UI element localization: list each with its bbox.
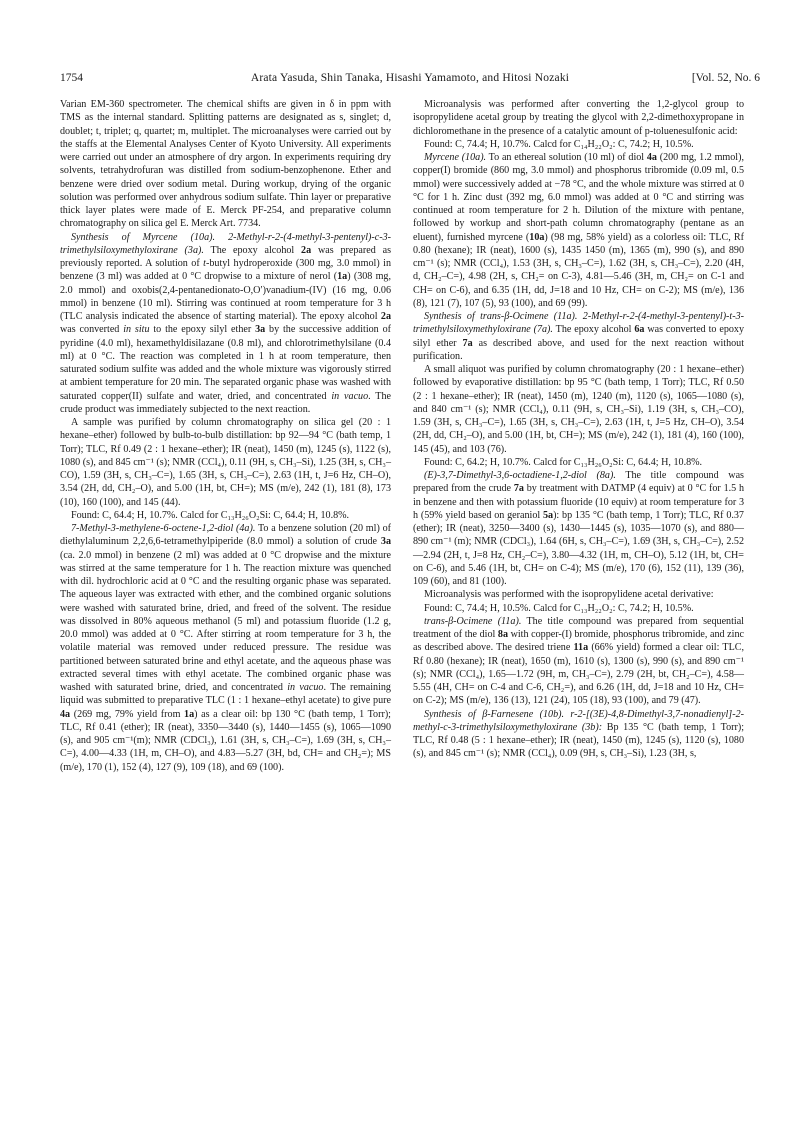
paragraph-microanalysis-note: Microanalysis was performed after converting the 1,2-glycol group to isopropylidene acetal group by treating the glycol with 2,2-dimethoxypropane in dichloromethane in the presence of a catalytic amount of p-toluenesulfonic acid: [413, 99, 744, 137]
compound-label: 2a [380, 311, 391, 322]
compound-label: 3a [380, 536, 391, 548]
paragraph-farnesene: Synthesis of β-Farnesene (10b). r-2-[(3E)-4,8-Dimethyl-3,7-nonadienyl]-2-methyl-c-3-trimethylsiloxymethyloxirane (3b): Bp 135 °C (bath temp, 1 Torr); TLC, Rf 0.48 (5 : 1 hexane–ether); IR (neat), 1450 (m), 1245 (s), 1120 (s), 1080 (s), and 845 cm⁻¹ (s); NMR (CCl₄), 0.09 (9H, s, CH₃–Si), 1.23 (3H, s, [413, 708, 744, 760]
section-heading: Synthesis of β-Farnesene (10b). r-2-[(3E)-4,8-Dimethyl-3,7-nonadienyl]-2-methyl-c-3-trimethylsiloxymethyloxirane (3b): [413, 708, 744, 733]
compound-label: 7a [513, 483, 524, 495]
paragraph-synthesis-4a: 7-Methyl-3-methylene-6-octene-1,2-diol (4a). To a benzene solution (20 ml) of diethylaluminum 2,2,6,6-tetramethylpiperide (8.0 mmol) a solution of crude 3a (ca. 2.0 mmol) in benzene (2 ml) was added at 0 °C dropwise and the mixture was stirred at the same temperature for 1 h. The reaction mixture was quenched with dil. hydrochloric acid at 0 °C and the resulting organic phase was separated. The aqueous layer was extracted with ether, and the combined organic solutions were washed with saturated brine, dried, and freed of the solvent. The residue was dissolved in 80% aqueous methanol (5 ml) and potassium fluoride (1.2 g, 20.0 mmol) was added at 0 °C. After stirring at room temperature for 3 h, the volatile material was removed under reduced pressure. The residue was partitioned between saturated brine and ethyl acetate, and the aqueous phase was extracted several times with ethyl acetate. The combined organic phase was washed with saturated brine, dried, and concentrated in vacuo. The remaining liquid was submitted to preparative TLC (1 : 1 hexane–ethyl acetate) to give pure 4a (269 mg, 79% yield from 1a) as a clear oil: bp 130 °C (bath temp, 1 Torr); TLC, Rf 0.41 (ether); IR (neat), 3350—3440 (s), 1440—1455 (s), 1065—1090 (s), and 905 cm⁻¹(m); NMR (CDCl₃), 1.61 (3H, s, CH₃–C=), 1.69 (3H, s, CH₃–C=), 4.00—4.33 (1H, m, CH–O), and 4.83—5.27 (3H, bd, CH= and CH₂=); MS (m/e), 170 (1), 152 (4), 127 (9), 109 (18), and 69 (100). [60, 523, 391, 773]
section-heading: Synthesis of Myrcene (10a). 2-Methyl-r-2-(4-methyl-3-pentenyl)-c-3-trimethylsiloxymethyloxirane (3a). [60, 231, 391, 256]
compound-label: 6a [634, 324, 645, 336]
section-heading: (E)-3,7-Dimethyl-3,6-octadiene-1,2-diol (8a). [424, 470, 616, 481]
right-column [413, 98, 744, 761]
paragraph-purification-7a: A small aliquot was purified by column chromatography (20 : 1 hexane–ether) followed by evaporative distillation: bp 95 °C (bath temp, 1 Torr); TLC, Rf 0.50 (2 : 1 hexane–ether); IR (neat), 1450 (m), 1240 (m), 1120 (s), 1065—1080 (s), and 840 cm⁻¹ (s); NMR (CCl₄), 0.11 (9H, s, CH₃–Si), 1.19 (3H, s, CH₃–CO), 1.59 (3H, s, CH₃–C=), 1.65 (3H, s, CH₃–C=), 2.63 (1H, t, J=5 Hz, CH–O), 3.54 (2H, dd, CH₂–O), and 5.00 (1H, bt, CH=); MS (m/e), 242 (1), 181 (4), 160 (100), 145 (45), and 103 (76). [413, 364, 744, 455]
paragraph-analysis-8a: Found: C, 74.4; H, 10.5%. Calcd for C₁₃H₂₂O₂: C, 74.2; H, 10.5%. [424, 602, 694, 614]
paragraph-synthesis-3a: Synthesis of Myrcene (10a). 2-Methyl-r-2-(4-methyl-3-pentenyl)-c-3-trimethylsiloxymethyloxirane (3a). The epoxy alcohol 2a was prepared as previously reported. A solution of t-butyl hydroperoxide (300 mg, 3.0 mmol) in benzene (3 ml) was added at 0 °C dropwise to a mixture of nerol (1a) (308 mg, 2.0 mmol) and oxobis(2,4-pentanedionato-O,O′)vanadium-(IV) (16 mg, 0.06 mmol) in benzene (10 ml). Stirring was continued at room temperature for 3 h (TLC analysis indicated the absence of starting material). The epoxy alcohol 2a was converted in situ to the epoxy silyl ether 3a by the successive addition of pyridine (4.0 ml), hexamethyldisilazane (0.8 ml), and chlorotrimethylsilane (0.4 ml) at 0 °C. The reaction was completed in 1 h at room temperature, then saturated sodium sulfite was added and the whole mixture was vigorously stirred at ambient temperature for 20 min. The separated organic phase was washed with saturated copper(II) sulfate and water, dried, and concentrated in vacuo. The crude product was immediately subjected to the next reaction. [60, 231, 392, 415]
page-number: 1754 [60, 72, 83, 84]
compound-label: 1a [184, 708, 195, 720]
compound-label: 10a [529, 231, 545, 243]
section-heading: trans-β-Ocimene (11a). [424, 615, 522, 627]
running-head [60, 70, 760, 86]
author-line: Arata Yasuda, Shin Tanaka, Hisashi Yamamoto, and Hitosi Nozaki [250, 72, 570, 84]
paragraph-synthesis-8a: (E)-3,7-Dimethyl-3,6-octadiene-1,2-diol (8a). The title compound was prepared from the crude 7a by treatment with DATMP (4 equiv) at 0 °C for 1.5 h in benzene and then with potassium fluoride (10 equiv) at room temperature for 3 h (59% yield based on geraniol 5a): bp 135 °C (bath temp, 1 Torr); TLC, Rf 0.37 (ether); IR (neat), 3250—3400 (s), 1430—1445 (s), 1035—1070 (s), and 880—890 cm⁻¹ (m); NMR (CDCl₃), 1.64 (6H, s, CH₃–C=), 1.69 (3H, s, CH₃–C=), 2.52—2.94 (2H, t, J=8 Hz, CH₂–C=), 3.80—4.32 (1H, m, CH–O), 5.12 (1H, bt, CH= on C-6), and 5.46 (1H, bt, CH= on C-4); MS (m/e), 170 (6), 152 (11), 139 (36), 109 (60), and 81 (100). [413, 470, 745, 587]
compound-label: 4a [646, 152, 657, 163]
paragraph-microanalysis-8a: Microanalysis was performed with the isopropylidene acetal derivative: [424, 589, 714, 601]
compound-label: 5a [542, 509, 554, 521]
journal-volume: [Vol. 52, No. 6 [691, 72, 760, 84]
paragraph-analysis-7a: Found: C, 64.2; H, 10.7%. Calcd for C₁₃H₂₆O₂Si: C, 64.4; H, 10.8%. [424, 456, 703, 468]
section-heading: Myrcene (10a). [424, 152, 487, 163]
section-heading: 7-Methyl-3-methylene-6-octene-1,2-diol (4a). [71, 523, 256, 534]
paragraph-analysis-4a: Found: C, 74.4; H, 10.7%. Calcd for C₁₄H₂₂O₂: C, 74.2; H, 10.5%. [424, 138, 694, 150]
compound-label: 1a [337, 271, 348, 283]
compound-label: 2a [301, 244, 312, 256]
paragraph-analysis-3a: Found: C, 64.4; H, 10.7%. Calcd for C₁₃H₂₆O₂Si: C, 64.4; H, 10.8%. [71, 509, 350, 521]
section-heading: Synthesis of trans-β-Ocimene (11a). 2-Methyl-r-2-(4-methyl-3-pentenyl)-t-3-trimethylsiloxymethyloxirane (7a). [413, 311, 744, 336]
compound-label: 11a [573, 642, 589, 654]
compound-label: 7a [462, 337, 473, 349]
paragraph-purification-3a: A sample was purified by column chromatography on silica gel (20 : 1 hexane–ether) followed by bulb-to-bulb distillation: bp 92—94 °C (bath temp, 1 Torr); TLC, Rf 0.49 (2 : 1 hexane–ether); IR (neat), 1450 (m), 1245 (s), 1122 (s), 1080 (s), and 845 cm⁻¹ (s); NMR (CCl₄), 0.11 (9H, s, CH₃–Si), 1.25 (3H, s, CH₃–CO), 1.59 (3H, s, CH₃–C=), 1.65 (3H, s, CH₃–C=), 2.63 (1H, t, J=6 Hz, CH–O), 3.54 (2H, dd, CH₂–O), and 5.00 (1H, bt, CH=); MS (m/e), 242 (1), 181 (8), 173 (10), 160 (100), and 145 (44). [60, 417, 391, 508]
paragraph-synthesis-7a: Synthesis of trans-β-Ocimene (11a). 2-Methyl-r-2-(4-methyl-3-pentenyl)-t-3-trimethylsiloxymethyloxirane (7a). The epoxy alcohol 6a was converted to epoxy silyl ether 7a as described above, and used for the next reaction without purification. [413, 311, 745, 362]
paragraph-ocimene: trans-β-Ocimene (11a). The title compound was prepared from sequential treatment of the diol 8a with copper-(I) bromide, phosphorus tribromide, and zinc as described above. The desired triene 11a (66% yield) formed a clear oil: TLC, Rf 0.80 (hexane); IR (neat), 1650 (m), 1610 (s), 1300 (s), 990 (s), and 890 cm⁻¹ (s); NMR (CCl₄), 1.65—1.72 (9H, m, CH₃–C=), 2.79 (2H, bt, CH₂–C=), 4.58—5.55 (4H, CH= on C-4 and C-6, CH₂=), and 6.26 (1H, dd, J=18 and 10 Hz, CH= on C-2); MS (m/e), 136 (13), 121 (24), 105 (18), 93 (100), and 79 (47). [413, 615, 745, 707]
left-column [60, 98, 391, 774]
paragraph-instruments: Varian EM-360 spectrometer. The chemical shifts are given in δ in ppm with TMS as the internal standard. Splitting patterns are designated as s, singlet; d, doublet; t, triplet; q, quartet; m, multiplet. The microanalyses were carried out by the staffs at the Elemental Analyses Center of Kyoto University. All experiments were carried out under an atmosphere of dry argon. In experiments requiring dry solvents, tetrahydrofuran was distilled from sodium-benzophenone. Ether and benzene were dried over sodium metal. During workup, drying of the organic solution was performed over anhydrous sodium sulfate. Thin layer or preparative thick layer plates were made of E. Merck PF-254, and preparative column chromatography on silica gel E. Merck Art. 7734. [60, 99, 391, 230]
compound-label: 3a [255, 324, 266, 336]
compound-label: 4a [60, 708, 71, 720]
paragraph-myrcene: Myrcene (10a). To an ethereal solution (10 ml) of diol 4a (200 mg, 1.2 mmol), copper(I) bromide (860 mg, 3.0 mmol) and phosphorus tribromide (0.09 ml, 0.5 mmol) were successively added at −78 °C, and the whole mixture was stirred at 0 °C for 1 h. Zinc dust (392 mg, 6.0 mmol) was added at 0 °C and stirring was continued at room temperature for 2 h. Dilution of the mixture with pentane, followed by workup and short-path column chromatography (pentane as an eluent), furnished myrcene (10a) (98 mg, 58% yield) as a colorless oil: TLC, Rf 0.80 (hexane); IR (neat), 1600 (s), 1435 1450 (m), 1365 (m), 990 (s), and 890 cm⁻¹ (s); NMR (CCl₄), 1.53 (3H, s, CH₃–C=), 1.62 (3H, s, CH₃–C=), 2.20 (4H, d, CH₂–C=), 4.98 (2H, s, CH₂= on C-3), 4.81—5.46 (3H, m, CH₂= on C-1 and CH= on C-6), and 6.35 (1H, dd, J=18 and 10 Hz, CH= on C-2); MS (m/e), 136 (8), 121 (7), 107 (5), 93 (100), and 69 (99). [413, 152, 745, 309]
compound-label: 8a [497, 629, 508, 640]
